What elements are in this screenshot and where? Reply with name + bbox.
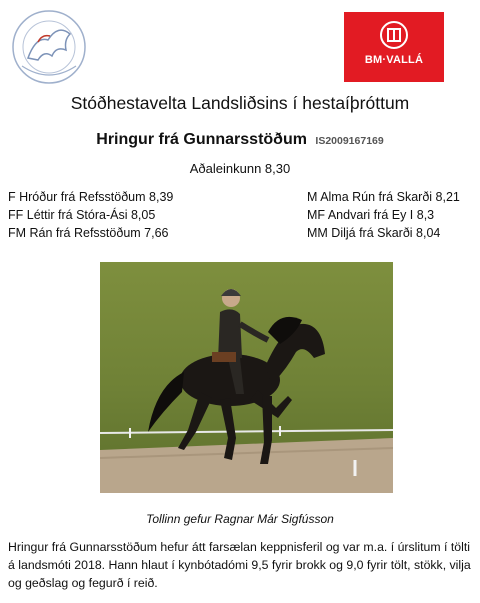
horse-description: Hringur frá Gunnarsstöðum hefur átt farsælan keppnisferil og var m.a. í úrslitum í tölti á landsmóti 2018. Hann hlaut í kynbótadómi 9,5 fyrir brokk og 9,0 fyrir tölt, stökk, vilja og geðslag og fegurð í reið. bbox=[8, 540, 471, 590]
pedigree-dam: M Alma Rún frá Skarði 8,21 bbox=[307, 190, 460, 204]
horse-name: Hringur frá Gunnarsstöðum bbox=[96, 131, 307, 148]
horse-logo-icon bbox=[8, 6, 90, 88]
pedigree-sire-side bbox=[8, 188, 173, 242]
main-score: Aðaleinkunn 8,30 bbox=[189, 161, 291, 176]
pedigree-dam-sire: MF Andvari frá Ey I 8,3 bbox=[307, 208, 435, 222]
bm-valla-mark-icon bbox=[379, 20, 409, 50]
page-title: Stóðhestavelta Landsliðsins í hestaíþróttum bbox=[70, 93, 410, 113]
horse-id: IS2009167169 bbox=[315, 135, 384, 147]
horse-photo bbox=[100, 262, 393, 493]
horse-heading bbox=[0, 131, 480, 149]
photo-caption: Tollinn gefur Ragnar Már Sigfússon bbox=[146, 512, 334, 526]
bm-valla-logo bbox=[344, 12, 444, 82]
pedigree-sire-sire: FF Léttir frá Stóra-Ási 8,05 bbox=[8, 208, 156, 222]
pedigree-sire-dam: FM Rán frá Refsstöðum 7,66 bbox=[8, 226, 169, 240]
bm-valla-brand: BM·VALLÁ bbox=[364, 54, 424, 66]
pedigree-sire: F Hróður frá Refsstöðum 8,39 bbox=[8, 190, 174, 204]
pedigree-dam-dam: MM Diljá frá Skarði 8,04 bbox=[307, 226, 441, 240]
pedigree-dam-side bbox=[307, 188, 460, 242]
